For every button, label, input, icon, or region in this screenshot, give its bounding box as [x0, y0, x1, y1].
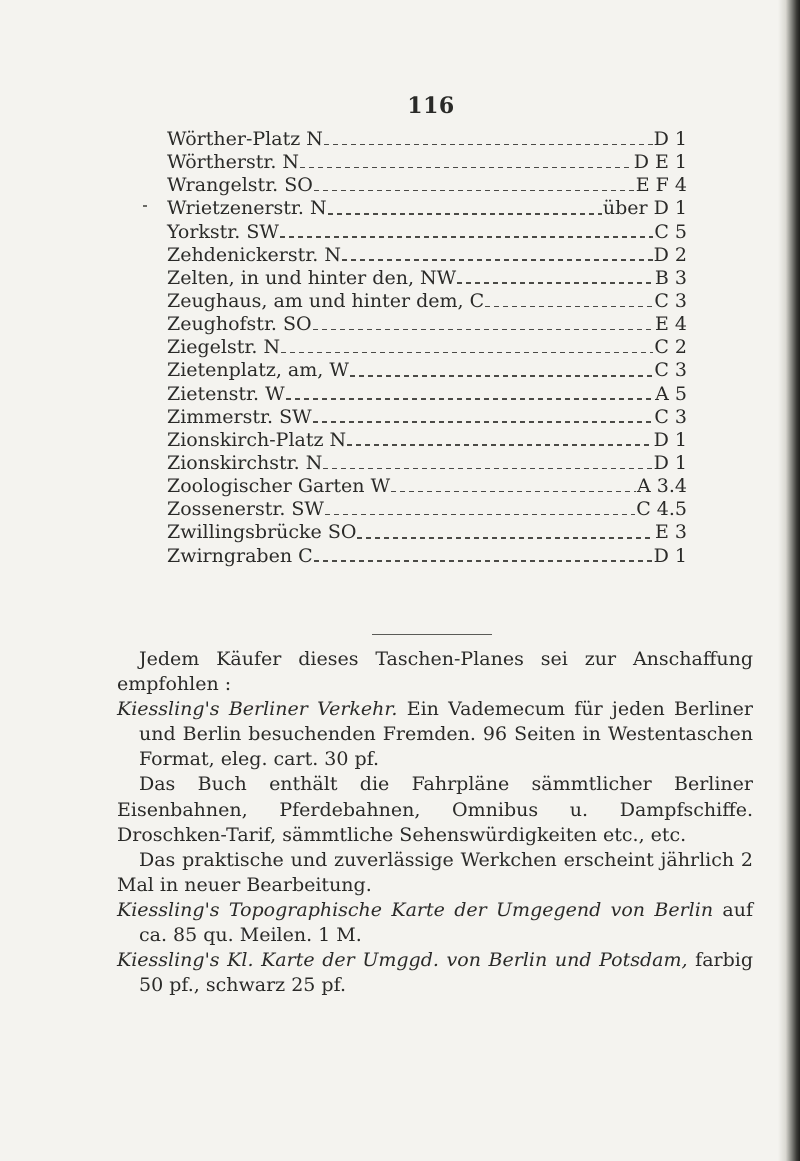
- book-entry-topographische-karte: [117, 898, 753, 948]
- street-name: Zehdenickerstr. N: [167, 243, 341, 266]
- index-entry: [167, 174, 687, 197]
- dot-leader: [313, 328, 654, 330]
- index-entry: [167, 429, 687, 452]
- dot-leader: [391, 490, 636, 492]
- grid-reference: C 5: [654, 220, 687, 243]
- book-title: Kiessling's Topographische Karte der Umgegend von Berlin: [117, 898, 714, 921]
- grid-reference: E F 4: [635, 174, 687, 197]
- dot-leader: [324, 143, 653, 145]
- dot-leader: [347, 444, 652, 446]
- street-name: Wrangelstr. SO: [167, 174, 313, 197]
- book-description: auf ca. 85 qu. Meilen. 1 M.: [139, 898, 754, 947]
- dot-leader: [328, 213, 602, 215]
- street-name: Zionskirchstr. N: [167, 451, 323, 474]
- grid-reference: A 5: [655, 382, 687, 405]
- index-entry: [167, 267, 687, 290]
- advertisement-notice: [117, 647, 753, 998]
- grid-reference: D 1: [653, 451, 687, 474]
- book-edition-note: Das praktische und zuverlässige Werkchen erscheint jährlich 2 Mal in neuer Bearbeitung.: [117, 848, 753, 896]
- margin-mark: [143, 205, 147, 207]
- index-entry: [167, 313, 687, 336]
- street-name: Ziegelstr. N: [167, 336, 281, 359]
- dot-leader: [314, 189, 635, 191]
- street-name: Zeughaus, am und hinter dem, C: [167, 289, 485, 312]
- book-title: Kiessling's Kl. Karte der Umggd. von Berlin und Potsdam,: [117, 949, 688, 972]
- grid-reference: D E 1: [633, 151, 687, 174]
- notice-intro: Jedem Käufer dieses Taschen-Planes sei zur Anschaffung empfohlen :: [117, 648, 753, 696]
- dot-leader: [485, 305, 653, 307]
- section-divider: [372, 634, 492, 635]
- street-index: [167, 128, 687, 568]
- street-name: Wrietzenerstr. N: [167, 197, 327, 220]
- grid-reference: C 3: [654, 405, 687, 428]
- grid-reference: über D 1: [602, 197, 687, 220]
- page-edge: [778, 0, 800, 1161]
- street-name: Zeughofstr. SO: [167, 313, 312, 336]
- grid-reference: C 3: [654, 359, 687, 382]
- dot-leader: [314, 560, 653, 562]
- street-name: Zimmerstr. SW: [167, 405, 312, 428]
- grid-reference: D 1: [653, 128, 687, 150]
- index-entry: [167, 221, 687, 244]
- grid-reference: A 3.4: [637, 475, 687, 498]
- index-entry: [167, 290, 687, 313]
- book-title: Kiessling's Berliner Verkehr.: [117, 698, 398, 721]
- grid-reference: C 3: [654, 289, 687, 312]
- book-description: Ein Vademecum für jeden Berliner und Berlin besuchenden Fremden. 96 Seiten in Westentaschen Format, eleg. cart. 30 pf.: [139, 698, 753, 771]
- index-entry: [167, 498, 687, 521]
- street-name: Zelten, in und hinter den, NW: [167, 266, 457, 289]
- street-name: Wörtherstr. N: [167, 151, 300, 174]
- dot-leader: [457, 282, 654, 284]
- dot-leader: [342, 259, 653, 261]
- book-details: Das Buch enthält die Fahrpläne sämmtlicher Berliner Eisenbahnen, Pferdebahnen, Omnibus u. Dampfschiffe. Droschken-Tarif, sämmtliche Sehenswürdigkeiten etc., etc.: [117, 773, 753, 846]
- street-name: Zionskirch-Platz N: [167, 428, 347, 451]
- grid-reference: D 1: [653, 428, 687, 451]
- book-description: farbig 50 pf., schwarz 25 pf.: [139, 949, 754, 997]
- street-name: Wörther-Platz N: [167, 128, 323, 150]
- index-entry: [167, 197, 687, 220]
- grid-reference: C 2: [654, 336, 687, 359]
- dot-leader: [357, 537, 654, 539]
- grid-reference: C 4.5: [636, 498, 687, 521]
- index-entry: [167, 406, 687, 429]
- index-entry: [167, 475, 687, 498]
- dot-leader: [286, 398, 655, 400]
- grid-reference: D 2: [653, 243, 687, 266]
- book-entry-kleine-karte: [117, 948, 753, 998]
- street-name: Zossenerstr. SW: [167, 498, 324, 521]
- index-entry: [167, 128, 687, 151]
- dot-leader: [300, 166, 633, 168]
- index-entry: [167, 452, 687, 475]
- index-entry: [167, 151, 687, 174]
- grid-reference: B 3: [654, 266, 687, 289]
- dot-leader: [313, 421, 654, 423]
- dot-leader: [280, 236, 653, 238]
- index-entry: [167, 336, 687, 359]
- book-entry-berliner-verkehr: [117, 697, 753, 772]
- street-name: Zietenplatz, am, W: [167, 359, 349, 382]
- index-entry: [167, 545, 687, 568]
- index-entry: [167, 244, 687, 267]
- street-name: Yorkstr. SW: [167, 220, 279, 243]
- dot-leader: [323, 467, 652, 469]
- street-name: Zoologischer Garten W: [167, 475, 391, 498]
- index-entry: [167, 521, 687, 544]
- grid-reference: D 1: [653, 544, 687, 567]
- dot-leader: [350, 375, 653, 377]
- street-name: Zietenstr. W: [167, 382, 285, 405]
- street-name: Zwillingsbrücke SO: [167, 521, 357, 544]
- index-entry: [167, 359, 687, 382]
- dot-leader: [325, 513, 635, 515]
- page-number: 116: [407, 93, 455, 119]
- grid-reference: E 4: [655, 313, 687, 336]
- grid-reference: E 3: [655, 521, 687, 544]
- dot-leader: [281, 351, 653, 353]
- street-name: Zwirngraben C: [167, 544, 313, 567]
- index-entry: [167, 383, 687, 406]
